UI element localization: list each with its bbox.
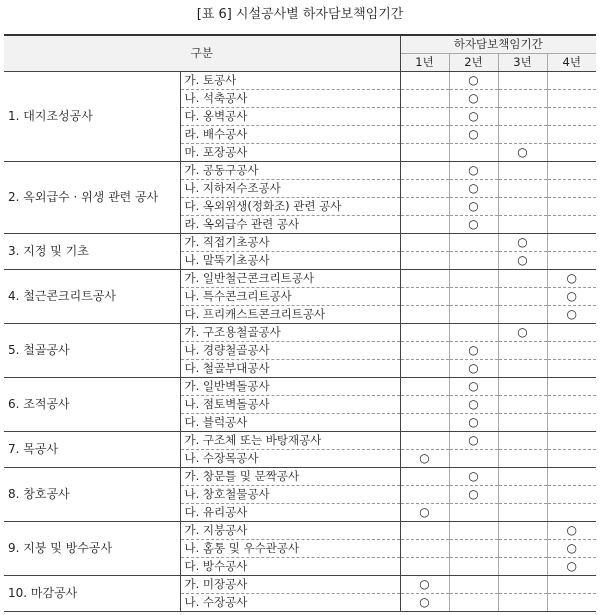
year-3-cell [498, 144, 547, 162]
year-2-cell [449, 234, 498, 252]
year-1-cell [400, 234, 449, 252]
year-1-cell [400, 252, 449, 270]
check-mark: ○ [517, 325, 528, 339]
year-1-cell [400, 450, 449, 468]
category-cell: 5. 철골공사 [4, 324, 180, 378]
year-3-cell [498, 306, 547, 324]
year-4-cell [547, 198, 596, 216]
item-cell: 다. 유리공사 [180, 504, 400, 522]
check-mark: ○ [566, 523, 577, 537]
item-cell: 가. 지붕공사 [180, 522, 400, 540]
header-year-4: 4년 [547, 54, 596, 72]
year-2-cell [449, 72, 498, 90]
year-1-cell [400, 72, 449, 90]
warranty-period-table [4, 34, 596, 612]
year-4-cell [547, 504, 596, 522]
year-1-cell [400, 288, 449, 306]
year-4-cell [547, 558, 596, 576]
year-3-cell [498, 90, 547, 108]
check-mark: ○ [468, 433, 479, 447]
year-3-cell [498, 360, 547, 378]
header-year-1: 1년 [400, 54, 449, 72]
year-4-cell [547, 486, 596, 504]
year-1-cell [400, 270, 449, 288]
year-4-cell [547, 324, 596, 342]
check-mark: ○ [566, 307, 577, 321]
check-mark: ○ [468, 163, 479, 177]
year-4-cell [547, 450, 596, 468]
check-mark: ○ [468, 109, 479, 123]
check-mark: ○ [468, 343, 479, 357]
year-1-cell [400, 306, 449, 324]
item-cell: 나. 수장공사 [180, 594, 400, 612]
table-row [4, 378, 596, 396]
year-2-cell [449, 414, 498, 432]
year-2-cell [449, 90, 498, 108]
item-cell: 라. 배수공사 [180, 126, 400, 144]
year-2-cell [449, 558, 498, 576]
year-2-cell [449, 522, 498, 540]
item-cell: 가. 토공사 [180, 72, 400, 90]
item-cell: 가. 미장공사 [180, 576, 400, 594]
year-2-cell [449, 306, 498, 324]
year-4-cell [547, 162, 596, 180]
table-row [4, 270, 596, 288]
item-cell: 다. 철골부대공사 [180, 360, 400, 378]
item-cell: 나. 지하저수조공사 [180, 180, 400, 198]
year-4-cell [547, 432, 596, 450]
year-4-cell [547, 396, 596, 414]
item-cell: 가. 구조용철골공사 [180, 324, 400, 342]
year-1-cell [400, 414, 449, 432]
year-1-cell [400, 378, 449, 396]
year-3-cell [498, 396, 547, 414]
year-3-cell [498, 576, 547, 594]
year-2-cell [449, 594, 498, 612]
year-2-cell [449, 108, 498, 126]
year-4-cell [547, 90, 596, 108]
year-4-cell [547, 288, 596, 306]
category-cell: 2. 옥외급수 · 위생 관련 공사 [4, 162, 180, 234]
check-mark: ○ [566, 289, 577, 303]
item-cell: 나. 창호철물공사 [180, 486, 400, 504]
year-3-cell [498, 162, 547, 180]
check-mark: ○ [517, 235, 528, 249]
year-3-cell [498, 432, 547, 450]
item-cell: 다. 옥외위생(정화조) 관련 공사 [180, 198, 400, 216]
item-cell: 나. 말뚝기초공사 [180, 252, 400, 270]
year-3-cell [498, 594, 547, 612]
year-4-cell [547, 576, 596, 594]
year-2-cell [449, 396, 498, 414]
table-body [4, 72, 596, 612]
year-2-cell [449, 216, 498, 234]
year-3-cell [498, 504, 547, 522]
year-1-cell [400, 396, 449, 414]
year-3-cell [498, 450, 547, 468]
check-mark: ○ [419, 505, 430, 519]
year-2-cell [449, 504, 498, 522]
year-3-cell [498, 180, 547, 198]
year-3-cell [498, 522, 547, 540]
year-4-cell [547, 360, 596, 378]
category-cell: 8. 창호공사 [4, 468, 180, 522]
year-2-cell [449, 288, 498, 306]
year-4-cell [547, 216, 596, 234]
year-3-cell [498, 324, 547, 342]
category-cell: 9. 지붕 및 방수공사 [4, 522, 180, 576]
year-4-cell [547, 126, 596, 144]
check-mark: ○ [517, 253, 528, 267]
category-cell: 4. 철근콘크리트공사 [4, 270, 180, 324]
header-year-2: 2년 [449, 54, 498, 72]
item-cell: 가. 일반벽돌공사 [180, 378, 400, 396]
year-1-cell [400, 594, 449, 612]
check-mark: ○ [419, 595, 430, 609]
year-4-cell [547, 270, 596, 288]
check-mark: ○ [419, 577, 430, 591]
year-2-cell [449, 180, 498, 198]
year-2-cell [449, 468, 498, 486]
category-cell: 6. 조적공사 [4, 378, 180, 432]
year-1-cell [400, 522, 449, 540]
year-1-cell [400, 360, 449, 378]
table-caption: [표 6] 시설공사별 하자담보책임기간 [196, 7, 404, 22]
item-cell: 가. 일반철근콘크리트공사 [180, 270, 400, 288]
year-2-cell [449, 486, 498, 504]
table-row [4, 72, 596, 90]
item-cell: 나. 특수콘크리트공사 [180, 288, 400, 306]
check-mark: ○ [468, 487, 479, 501]
table-row [4, 576, 596, 594]
year-4-cell [547, 144, 596, 162]
year-1-cell [400, 162, 449, 180]
year-4-cell [547, 180, 596, 198]
year-4-cell [547, 108, 596, 126]
year-1-cell [400, 198, 449, 216]
year-2-cell [449, 252, 498, 270]
year-1-cell [400, 504, 449, 522]
item-cell: 마. 포장공사 [180, 144, 400, 162]
year-1-cell [400, 90, 449, 108]
table-row [4, 432, 596, 450]
year-1-cell [400, 468, 449, 486]
year-4-cell [547, 378, 596, 396]
year-4-cell [547, 306, 596, 324]
header-period: 하자담보책임기간 [400, 35, 596, 54]
year-4-cell [547, 522, 596, 540]
year-2-cell [449, 450, 498, 468]
table-row [4, 234, 596, 252]
item-cell: 가. 구조체 또는 바탕재공사 [180, 432, 400, 450]
year-2-cell [449, 540, 498, 558]
year-3-cell [498, 234, 547, 252]
check-mark: ○ [566, 559, 577, 573]
check-mark: ○ [468, 91, 479, 105]
year-4-cell [547, 468, 596, 486]
category-cell: 10. 마감공사 [4, 576, 180, 612]
year-3-cell [498, 468, 547, 486]
year-3-cell [498, 252, 547, 270]
year-2-cell [449, 432, 498, 450]
header-gubun: 구분 [4, 35, 400, 72]
year-4-cell [547, 234, 596, 252]
header-year-3: 3년 [498, 54, 547, 72]
year-3-cell [498, 72, 547, 90]
item-cell: 나. 석축공사 [180, 90, 400, 108]
year-1-cell [400, 576, 449, 594]
year-3-cell [498, 486, 547, 504]
check-mark: ○ [468, 469, 479, 483]
year-1-cell [400, 558, 449, 576]
check-mark: ○ [468, 199, 479, 213]
category-cell: 7. 목공사 [4, 432, 180, 468]
item-cell: 다. 방수공사 [180, 558, 400, 576]
year-1-cell [400, 540, 449, 558]
table-row [4, 468, 596, 486]
item-cell: 나. 수장목공사 [180, 450, 400, 468]
item-cell: 나. 점토벽돌공사 [180, 396, 400, 414]
year-3-cell [498, 126, 547, 144]
year-1-cell [400, 486, 449, 504]
year-3-cell [498, 540, 547, 558]
item-cell: 다. 옹벽공사 [180, 108, 400, 126]
year-4-cell [547, 594, 596, 612]
year-1-cell [400, 126, 449, 144]
item-cell: 가. 직접기초공사 [180, 234, 400, 252]
check-mark: ○ [468, 127, 479, 141]
year-3-cell [498, 558, 547, 576]
category-cell: 1. 대지조성공사 [4, 72, 180, 162]
year-3-cell [498, 414, 547, 432]
category-cell: 3. 지정 및 기초 [4, 234, 180, 270]
item-cell: 라. 옥외급수 관련 공사 [180, 216, 400, 234]
year-2-cell [449, 324, 498, 342]
item-cell: 나. 홈통 및 우수관공사 [180, 540, 400, 558]
year-3-cell [498, 288, 547, 306]
table-row [4, 162, 596, 180]
check-mark: ○ [468, 379, 479, 393]
check-mark: ○ [468, 73, 479, 87]
year-2-cell [449, 144, 498, 162]
year-1-cell [400, 144, 449, 162]
year-2-cell [449, 576, 498, 594]
check-mark: ○ [517, 145, 528, 159]
year-1-cell [400, 324, 449, 342]
item-cell: 가. 창문틀 및 문짝공사 [180, 468, 400, 486]
year-1-cell [400, 342, 449, 360]
year-3-cell [498, 216, 547, 234]
year-4-cell [547, 72, 596, 90]
table-row [4, 522, 596, 540]
year-2-cell [449, 198, 498, 216]
check-mark: ○ [468, 397, 479, 411]
year-2-cell [449, 342, 498, 360]
year-2-cell [449, 360, 498, 378]
check-mark: ○ [468, 217, 479, 231]
year-3-cell [498, 378, 547, 396]
table-row [4, 324, 596, 342]
item-cell: 가. 공동구공사 [180, 162, 400, 180]
year-4-cell [547, 252, 596, 270]
year-1-cell [400, 216, 449, 234]
check-mark: ○ [468, 415, 479, 429]
year-2-cell [449, 378, 498, 396]
year-1-cell [400, 108, 449, 126]
year-1-cell [400, 432, 449, 450]
check-mark: ○ [468, 361, 479, 375]
check-mark: ○ [566, 271, 577, 285]
year-3-cell [498, 270, 547, 288]
check-mark: ○ [566, 541, 577, 555]
year-3-cell [498, 198, 547, 216]
year-2-cell [449, 270, 498, 288]
year-3-cell [498, 342, 547, 360]
item-cell: 나. 경량철골공사 [180, 342, 400, 360]
year-4-cell [547, 342, 596, 360]
year-2-cell [449, 162, 498, 180]
year-3-cell [498, 108, 547, 126]
check-mark: ○ [419, 451, 430, 465]
year-1-cell [400, 180, 449, 198]
item-cell: 다. 프리캐스트콘크리트공사 [180, 306, 400, 324]
year-2-cell [449, 126, 498, 144]
year-4-cell [547, 414, 596, 432]
year-4-cell [547, 540, 596, 558]
check-mark: ○ [468, 181, 479, 195]
item-cell: 다. 블럭공사 [180, 414, 400, 432]
